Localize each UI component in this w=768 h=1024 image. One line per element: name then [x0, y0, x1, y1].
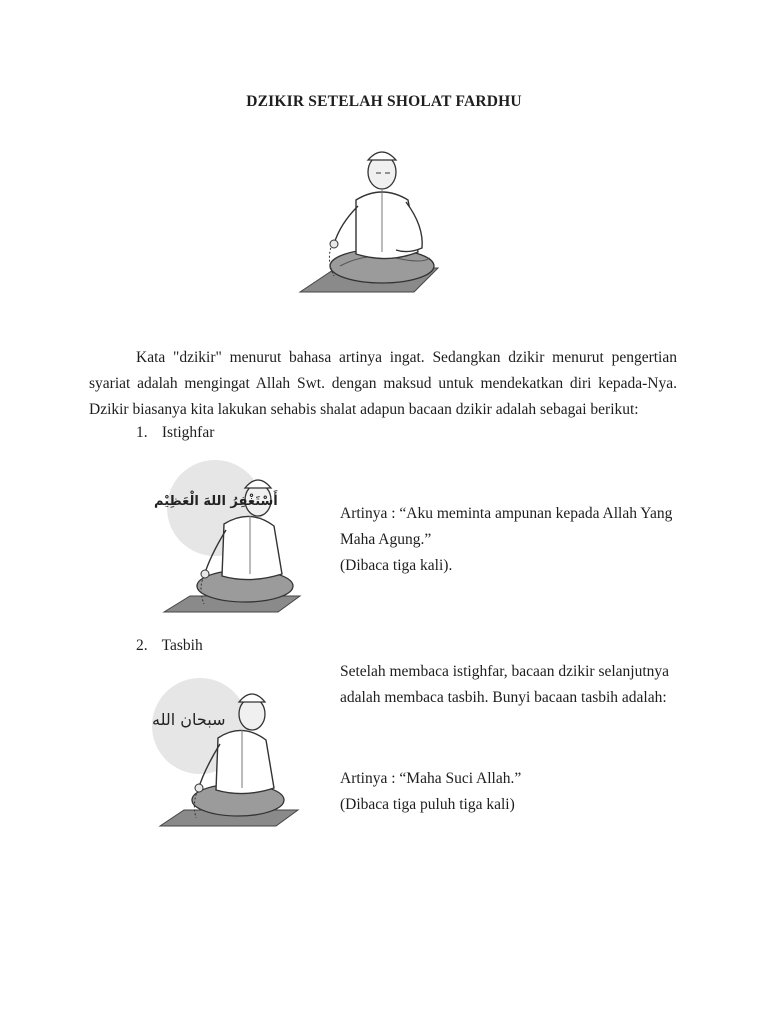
- tasbih-description: [340, 659, 678, 711]
- item-number: 1.: [136, 424, 148, 441]
- item-name: Tasbih: [161, 637, 203, 654]
- intro-paragraph: [89, 345, 677, 423]
- meaning-line-2: Maha Agung.”: [340, 531, 432, 548]
- istighfar-illustration: [150, 460, 310, 620]
- page-title: DZIKIR SETELAH SHOLAT FARDHU: [246, 93, 522, 110]
- desc-line-1: Setelah membaca istighfar, bacaan dzikir selanjutnya: [340, 663, 670, 680]
- meaning-line: Artinya : “Maha Suci Allah.”: [340, 770, 522, 787]
- item-name: Istighfar: [161, 424, 215, 441]
- tasbih-arabic: سبحان الله: [152, 710, 226, 729]
- istighfar-meaning: [340, 501, 678, 579]
- tasbih-illustration: [140, 676, 300, 836]
- list-item-istighfar: [136, 424, 214, 442]
- istighfar-arabic: أَسْتَغْفِرُ اللهَ الْعَظِيْم: [154, 494, 278, 509]
- meaning-line-1: Artinya : “Aku meminta ampunan kepada Allah Yang: [340, 505, 673, 522]
- intro-text: Kata "dzikir" menurut bahasa artinya ingat. Sedangkan dzikir menurut pengertian syariat adalah mengingat Allah Swt. dengan maksud untuk mendekatkan diri kepada-Nya. Dzikir biasanya kita lakukan sehabis shalat adapun bacaan dzikir adalah sebagai berikut:: [89, 349, 677, 418]
- item-number: 2.: [136, 637, 148, 654]
- tasbih-meaning: [340, 766, 678, 818]
- dzikir-illustration: [296, 140, 456, 300]
- repeat-note: (Dibaca tiga kali).: [340, 557, 453, 574]
- repeat-note: (Dibaca tiga puluh tiga kali): [340, 796, 515, 813]
- list-item-tasbih: [136, 637, 203, 655]
- desc-line-2: adalah membaca tasbih. Bunyi bacaan tasbih adalah:: [340, 689, 667, 706]
